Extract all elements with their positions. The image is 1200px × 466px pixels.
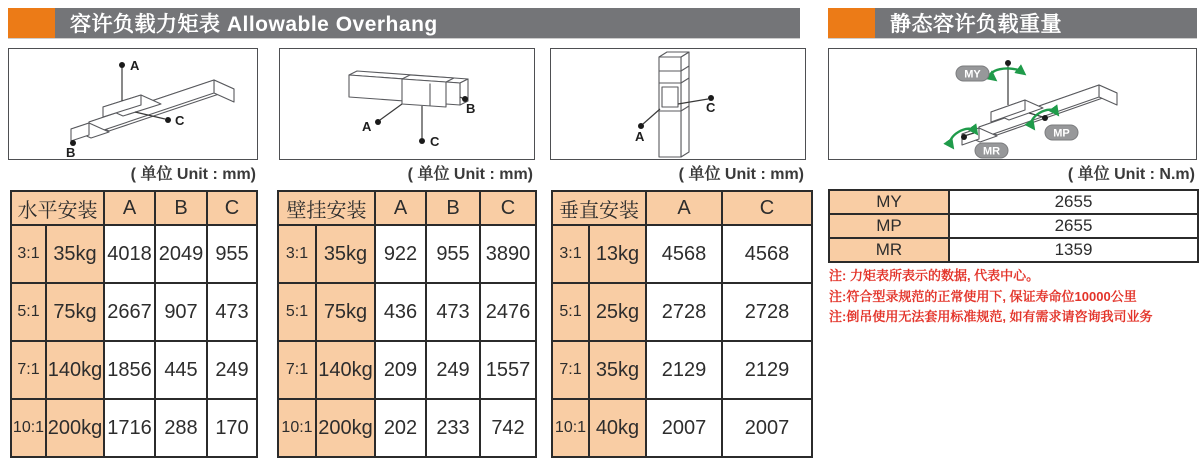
- mr-dot: [961, 134, 967, 140]
- ratio-cell: 3:1: [278, 225, 316, 283]
- mr-badge-label: MR: [982, 145, 1001, 158]
- vertical-mount-diagram: [551, 49, 805, 159]
- table-row: [829, 190, 1198, 214]
- value-cell: 249: [207, 341, 257, 399]
- point-label-b: B: [466, 101, 476, 116]
- left-title: [70, 8, 438, 38]
- table-row: [552, 399, 812, 457]
- point-dot-c: [419, 138, 425, 144]
- unit-label-mm: ( 单位 Unit : mm): [407, 166, 533, 183]
- value-cell: 209: [375, 341, 426, 399]
- value-cell: 249: [426, 341, 480, 399]
- rail-drawing: [349, 71, 468, 107]
- value-cell: 1716: [104, 399, 155, 457]
- load-cell: 35kg: [46, 225, 104, 283]
- point-label-c: C: [430, 134, 440, 149]
- left-title-cn: 容许负载力矩表: [70, 13, 221, 36]
- value-cell: 436: [375, 283, 426, 341]
- right-title: 静态容许负载重量: [890, 13, 1062, 36]
- column-header-c: C: [207, 191, 257, 225]
- value-cell: 202: [375, 399, 426, 457]
- table-row: [278, 341, 536, 399]
- vertical-mount-table: [551, 190, 813, 458]
- value-cell: 473: [207, 283, 257, 341]
- static-load-table: [828, 189, 1199, 263]
- table-row: [552, 225, 812, 283]
- moment-value-cell: 2655: [949, 214, 1198, 238]
- table-row: [11, 225, 257, 283]
- ratio-cell: 10:1: [11, 399, 46, 457]
- orange-accent-square: [8, 8, 55, 38]
- orange-accent-square: [828, 8, 875, 38]
- left-title-bar: [8, 8, 800, 38]
- moment-value-cell: 1359: [949, 238, 1198, 262]
- value-cell: 233: [426, 399, 480, 457]
- load-cell: 140kg: [316, 341, 375, 399]
- static-moment-diagram-box: [828, 48, 1197, 160]
- load-cell: 35kg: [589, 341, 646, 399]
- mp-badge-label: MP: [1053, 127, 1070, 140]
- ratio-cell: 3:1: [552, 225, 589, 283]
- wall-mount-diagram: [280, 49, 534, 159]
- load-cell: 140kg: [46, 341, 104, 399]
- column-header-b: B: [155, 191, 207, 225]
- table-header-row: [278, 191, 536, 225]
- table-row: [11, 283, 257, 341]
- horizontal-mount-diagram-box: [8, 48, 258, 160]
- value-cell: 955: [207, 225, 257, 283]
- column-header-a: A: [646, 191, 722, 225]
- column-header-c: C: [722, 191, 812, 225]
- load-cell: 13kg: [589, 225, 646, 283]
- value-cell: 288: [155, 399, 207, 457]
- table-row: [11, 399, 257, 457]
- table-row: [278, 399, 536, 457]
- wall-mount-diagram-box: [279, 48, 535, 160]
- value-cell: 2007: [646, 399, 722, 457]
- point-dot-a: [119, 62, 125, 68]
- column-drawing: [659, 52, 689, 157]
- column-header-c: C: [480, 191, 536, 225]
- load-cell: 75kg: [316, 283, 375, 341]
- my-badge-label: MY: [964, 68, 981, 81]
- ratio-cell: 5:1: [11, 283, 46, 341]
- value-cell: 2129: [646, 341, 722, 399]
- point-label-a: A: [130, 58, 140, 73]
- load-cell: 35kg: [316, 225, 375, 283]
- value-cell: 2049: [155, 225, 207, 283]
- table-header-row: [552, 191, 812, 225]
- point-label-b: B: [66, 145, 76, 159]
- ratio-cell: 10:1: [552, 399, 589, 457]
- value-cell: 2476: [480, 283, 536, 341]
- value-cell: 445: [155, 341, 207, 399]
- my-rotation-arrow: [991, 68, 1022, 78]
- value-cell: 3890: [480, 225, 536, 283]
- value-cell: 4018: [104, 225, 155, 283]
- column-header-a: A: [375, 191, 426, 225]
- load-cell: 40kg: [589, 399, 646, 457]
- ratio-cell: 7:1: [552, 341, 589, 399]
- note-line: 注:倒吊使用无法套用标准规范, 如有需求请咨询我司业务: [829, 309, 1153, 324]
- table-row: [552, 341, 812, 399]
- notes: [829, 266, 1153, 328]
- value-cell: 2667: [104, 283, 155, 341]
- table-row: [829, 214, 1198, 238]
- horizontal-mount-table: [10, 190, 258, 458]
- table-header-row: [11, 191, 257, 225]
- vertical-mount-diagram-box: [550, 48, 806, 160]
- wall-mount-table: [277, 190, 537, 458]
- table-title: 壁挂安装: [278, 191, 375, 225]
- value-cell: 955: [426, 225, 480, 283]
- rail-drawing: [962, 85, 1117, 145]
- column-header-b: B: [426, 191, 480, 225]
- ratio-cell: 5:1: [552, 283, 589, 341]
- moment-value-cell: 2655: [949, 190, 1198, 214]
- value-cell: 742: [480, 399, 536, 457]
- load-cell: 75kg: [46, 283, 104, 341]
- point-label-c: C: [175, 113, 185, 128]
- ratio-cell: 7:1: [278, 341, 316, 399]
- rail-drawing: [71, 80, 234, 141]
- ratio-cell: 5:1: [278, 283, 316, 341]
- moment-label-cell: MP: [829, 214, 949, 238]
- table-row: [11, 341, 257, 399]
- value-cell: 907: [155, 283, 207, 341]
- table-title: 水平安装: [11, 191, 104, 225]
- static-moment-diagram: [829, 49, 1196, 159]
- load-cell: 200kg: [316, 399, 375, 457]
- point-label-c: C: [706, 100, 716, 115]
- column-header-a: A: [104, 191, 155, 225]
- note-line: 注: 力矩表所表示的数据, 代表中心。: [829, 268, 1040, 283]
- table-row: [278, 225, 536, 283]
- unit-label-nm: ( 单位 Unit : N.m): [1067, 166, 1195, 183]
- load-cell: 200kg: [46, 399, 104, 457]
- value-cell: 4568: [646, 225, 722, 283]
- table-row: [829, 238, 1198, 262]
- ratio-cell: 3:1: [11, 225, 46, 283]
- point-label-a: A: [635, 129, 645, 144]
- load-cell: 25kg: [589, 283, 646, 341]
- value-cell: 2129: [722, 341, 812, 399]
- right-title-bar: [828, 8, 1197, 38]
- value-cell: 2728: [722, 283, 812, 341]
- table-row: [278, 283, 536, 341]
- note-line: 注:符合型录规范的正常使用下, 保证寿命位10000公里: [829, 288, 1137, 304]
- value-cell: 1856: [104, 341, 155, 399]
- value-cell: 922: [375, 225, 426, 283]
- value-cell: 1557: [480, 341, 536, 399]
- mp-dot: [1042, 115, 1048, 121]
- point-dot-c: [165, 117, 171, 123]
- value-cell: 473: [426, 283, 480, 341]
- point-dot-a: [375, 119, 381, 125]
- moment-label-cell: MY: [829, 190, 949, 214]
- unit-label-mm: ( 单位 Unit : mm): [678, 166, 804, 183]
- ratio-cell: 10:1: [278, 399, 316, 457]
- unit-label-mm: ( 单位 Unit : mm): [130, 166, 256, 183]
- value-cell: 4568: [722, 225, 812, 283]
- left-title-en: Allowable Overhang: [226, 13, 438, 36]
- ratio-cell: 7:1: [11, 341, 46, 399]
- value-cell: 2728: [646, 283, 722, 341]
- my-dot: [1005, 60, 1011, 66]
- table-title: 垂直安装: [552, 191, 646, 225]
- moment-label-cell: MR: [829, 238, 949, 262]
- value-cell: 2007: [722, 399, 812, 457]
- table-row: [552, 283, 812, 341]
- value-cell: 170: [207, 399, 257, 457]
- horizontal-mount-diagram: [9, 49, 257, 159]
- point-label-a: A: [362, 119, 372, 134]
